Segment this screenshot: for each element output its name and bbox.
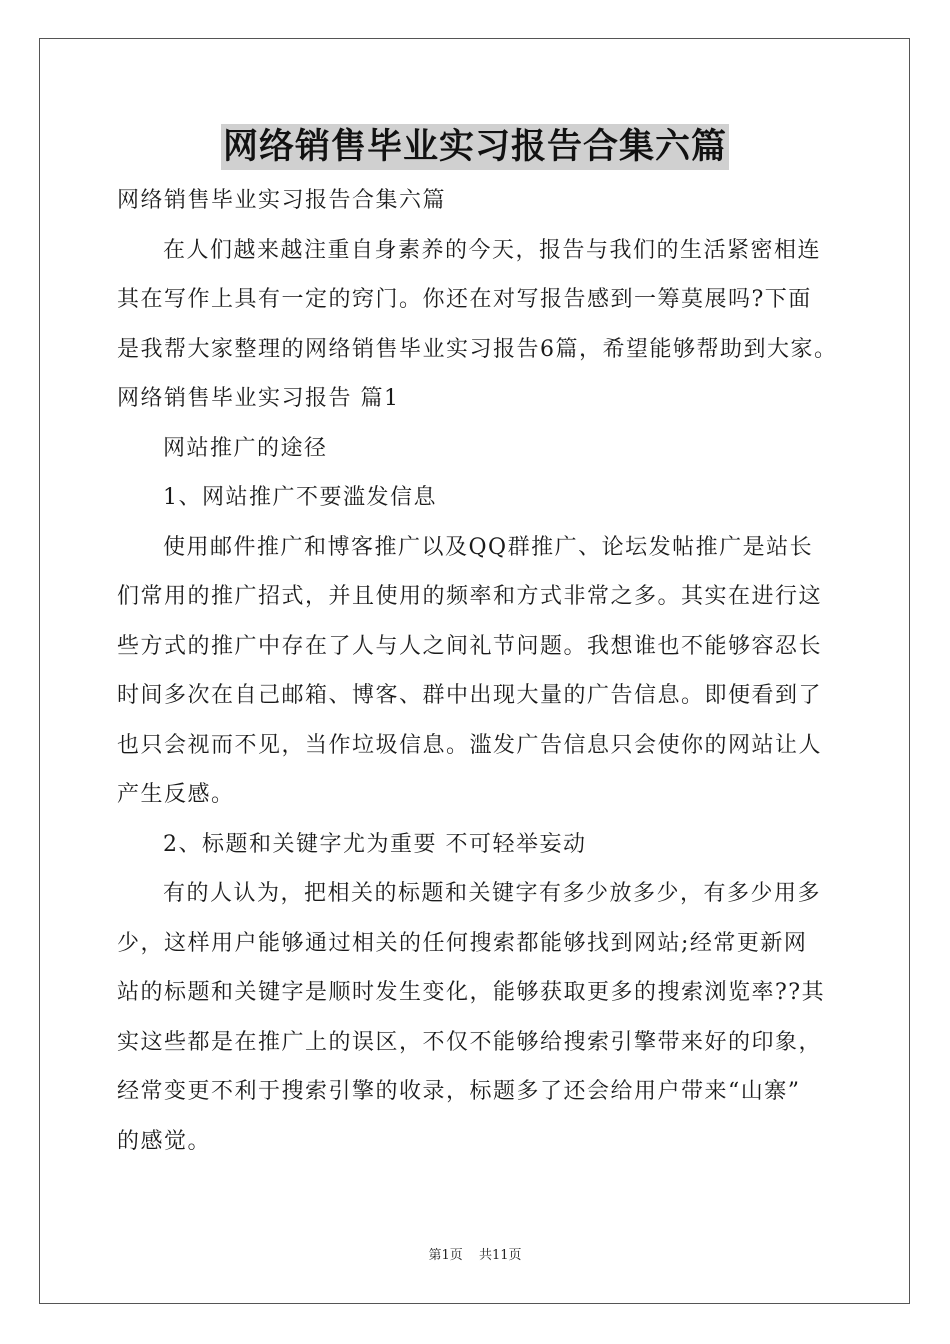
text-line: 使用邮件推广和博客推广以及QQ群推广、论坛发帖推广是站长 xyxy=(163,534,814,560)
text-line: 网络销售毕业实习报告 篇1 xyxy=(117,386,400,411)
text-line: 实这些都是在推广上的误区，不仅不能够给搜索引擎带来好的印象， xyxy=(117,1029,823,1055)
text-line: 1、网站推广不要滥发信息 xyxy=(163,485,437,510)
page-number: 第1页 xyxy=(428,1248,463,1263)
text-line: 少，这样用户能够通过相关的任何搜索都能够找到网站;经常更新网 xyxy=(117,930,808,956)
text-line: 产生反感。 xyxy=(117,782,235,807)
text-line: 经常变更不利于搜索引擎的收录，标题多了还会给用户带来“山寨” xyxy=(117,1079,801,1104)
text-line: 们常用的推广招式，并且使用的频率和方式非常之多。其实在进行这 xyxy=(117,584,823,609)
text-line: 其在写作上具有一定的窍门。你还在对写报告感到一筹莫展吗?下面 xyxy=(117,287,812,312)
text-line: 网站推广的途径 xyxy=(163,435,328,461)
text-line: 有的人认为，把相关的标题和关键字有多少放多少，有多少用多 xyxy=(163,881,822,906)
text-line: 些方式的推广中存在了人与人之间礼节问题。我想谁也不能够容忍长 xyxy=(117,633,823,659)
document-title xyxy=(0,124,950,170)
text-line: 在人们越来越注重自身素养的今天，报告与我们的生活紧密相连 xyxy=(163,237,822,263)
text-line: 的感觉。 xyxy=(117,1128,212,1154)
text-line: 是我帮大家整理的网络销售毕业实习报告6篇，希望能够帮助到大家。 xyxy=(117,336,837,362)
text-line: 也只会视而不见，当作垃圾信息。滥发广告信息只会使你的网站让人 xyxy=(117,732,823,758)
text-line: 2、标题和关键字尤为重要 不可轻举妄动 xyxy=(163,831,587,857)
text-line: 时间多次在自己邮箱、博客、群中出现大量的广告信息。即便看到了 xyxy=(117,683,823,708)
page-footer xyxy=(0,1244,950,1263)
document-body xyxy=(117,176,837,1166)
document-title-text: 网络销售毕业实习报告合集六篇 xyxy=(221,124,729,170)
text-line: 站的标题和关键字是顺时发生变化，能够获取更多的搜索浏览率??其 xyxy=(117,980,826,1005)
text-line: 网络销售毕业实习报告合集六篇 xyxy=(117,188,447,213)
page-total: 共11页 xyxy=(478,1248,522,1263)
